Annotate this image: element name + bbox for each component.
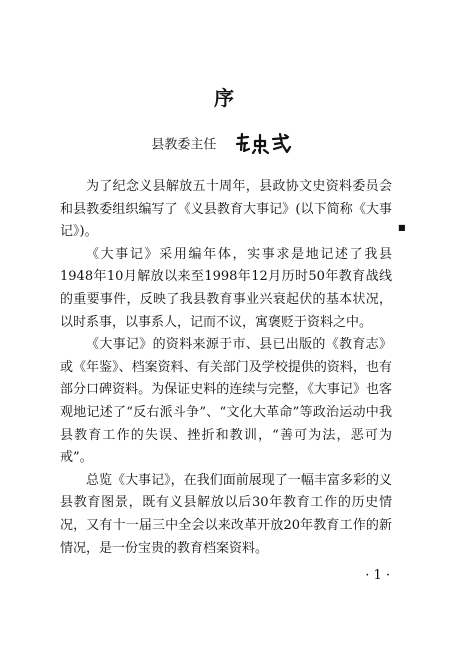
paragraph: 《大事记》的资料来源于市、县已出版的《教育志》或《年鉴》、档案资料、有关部门及学校提供的资料，也有部分口碑资料。为保证史料的连续与完整，《大事记》也客观地记述了“反右派斗争”、“文化大革命”等政治运动中我县教育工作的失误、挫折和教训，“善可为法，恶可为戒”。 xyxy=(60,337,392,466)
paragraph: 为了纪念义县解放五十周年，县政协文史资料委员会和县教委组织编写了《义县教育大事记》(以下简称《大事记》)。 xyxy=(60,179,392,240)
author-role: 县教委主任 xyxy=(151,137,217,153)
byline xyxy=(0,132,450,154)
page-number: · 1 · xyxy=(365,568,390,583)
handwritten-signature xyxy=(235,132,299,154)
paragraph: 总览《大事记》，在我们面前展现了一幅丰富多彩的义县教育图景，既有义县解放以后30年教育工作的历史情况，又有十一届三中全会以来改革开放20年教育工作的新情况，是一份宝贵的教育档案资料。 xyxy=(60,472,392,556)
paragraph: 《大事记》采用编年体，实事求是地记述了我县1948年10月解放以来至1998年12月历时50年教育战线的重要事件，反映了我县教育事业兴衰起伏的基本状况，以时系事，以事系人，记而不议，寓褒贬于资料之中。 xyxy=(60,246,392,330)
page-title: 序 xyxy=(214,86,236,110)
margin-mark: ■ xyxy=(398,223,406,232)
preface-body xyxy=(60,176,392,560)
